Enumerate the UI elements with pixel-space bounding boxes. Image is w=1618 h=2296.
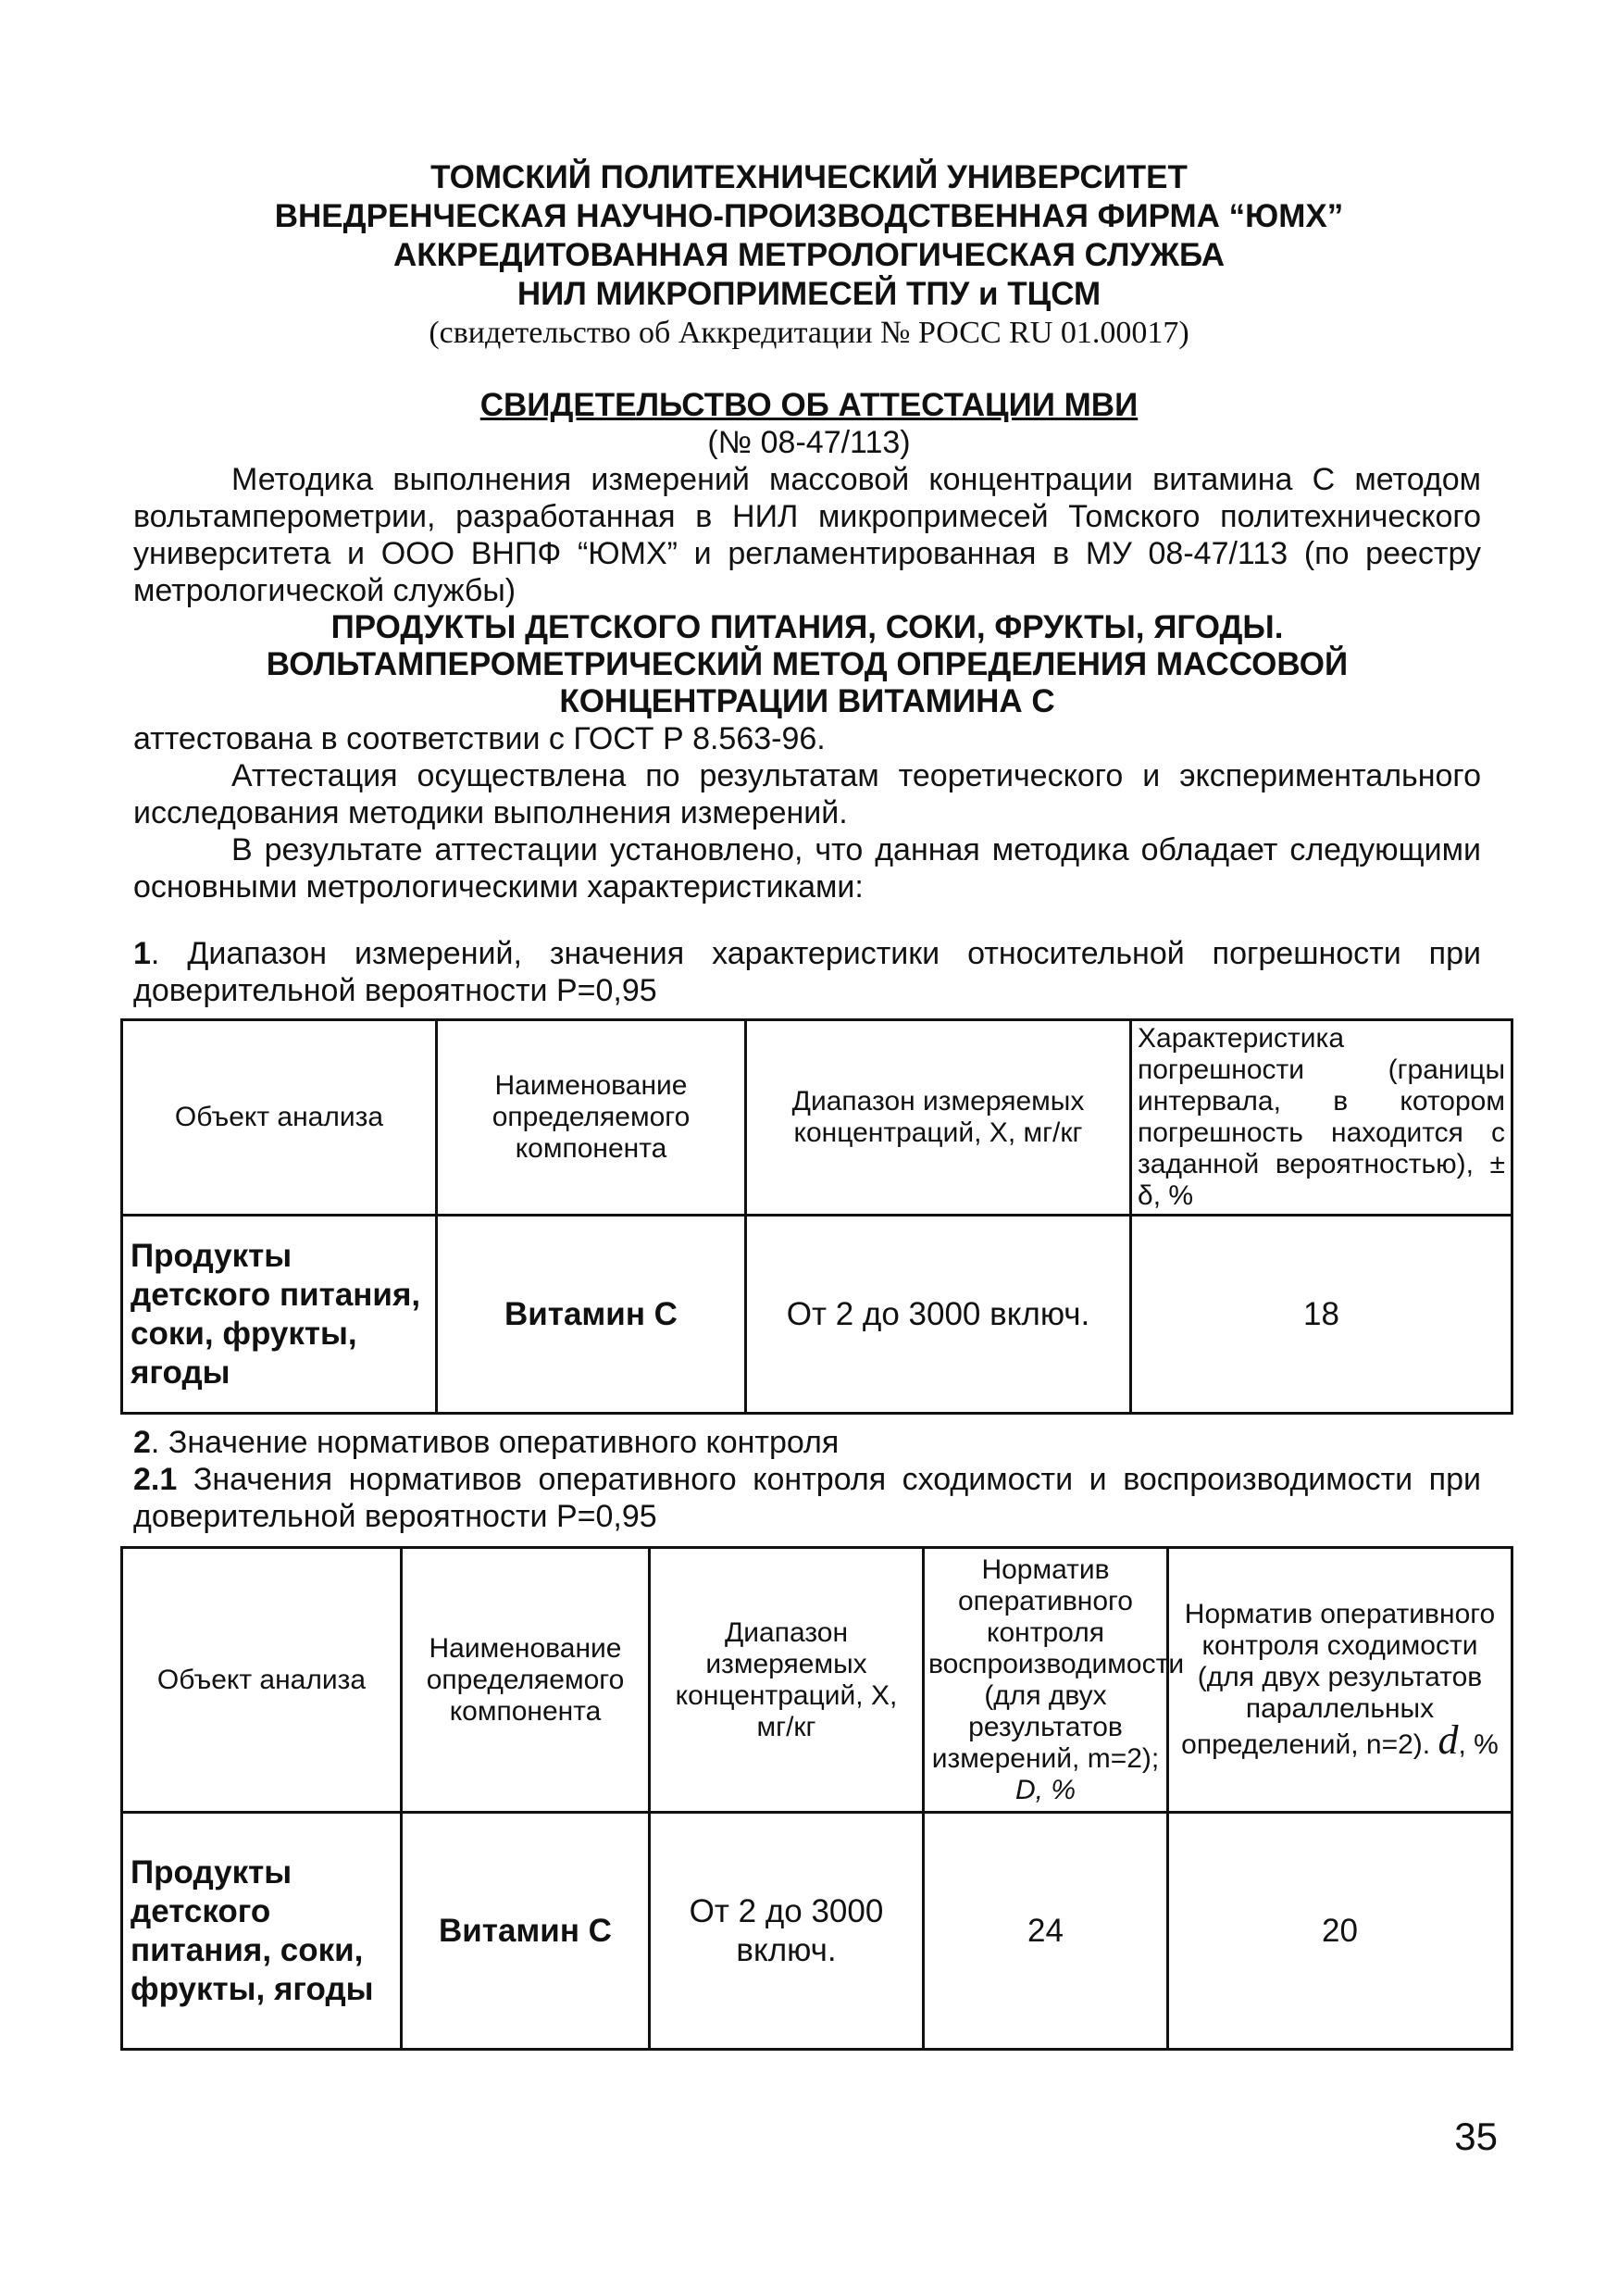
section-2-1-number: 2.1	[133, 1462, 178, 1497]
convergence-symbol: d	[1438, 1717, 1459, 1763]
table2-component: Витамин С	[402, 1813, 650, 2050]
attested-line: аттестована в соответствии с ГОСТ Р 8.563-96.	[133, 721, 826, 756]
org-firm: ВНЕДРЕНЧЕСКАЯ НАУЧНО-ПРОИЗВОДСТВЕННАЯ ФИРМА “ЮМХ”	[274, 198, 1344, 234]
table1-header-error: Характеристика погрешности (границы интервала, в котором погрешность находится с заданной вероятностью), ± δ, %	[1131, 1020, 1512, 1216]
table1-header-object: Объект анализа	[122, 1020, 437, 1216]
table2-header-row	[122, 1548, 1512, 1813]
table1-header-row	[122, 1020, 1512, 1216]
table1-error: 18	[1131, 1216, 1512, 1414]
org-lab: НИЛ МИКРОПРИМЕСЕЙ ТПУ и ТЦСМ	[517, 276, 1101, 312]
table2-header-convergence	[1168, 1548, 1512, 1813]
table2-reproducibility: 24	[924, 1813, 1168, 2050]
method-title-line3: КОНЦЕНТРАЦИИ ВИТАМИНА С	[559, 683, 1055, 719]
section-2-1-text: Значения нормативов оперативного контроля сходимости и воспроизводимости при доверительной вероятности Р=0,95	[133, 1462, 1481, 1534]
table1-range: От 2 до 3000 включ.	[746, 1216, 1131, 1414]
convergence-unit: , %	[1458, 1729, 1499, 1760]
page-number: 35	[1454, 2115, 1498, 2158]
convergence-text: Норматив оперативного контроля сходимости (для двух результатов параллельных определений, n=2).	[1181, 1599, 1496, 1760]
org-metrology-service: АККРЕДИТОВАННАЯ МЕТРОЛОГИЧЕСКАЯ СЛУЖБА	[392, 237, 1226, 273]
table2-header-range: Диапазон измеряемых концентраций, Х, мг/кг	[650, 1548, 924, 1813]
table1-header-range: Диапазон измеряемых концентраций, Х, мг/кг	[746, 1020, 1131, 1216]
method-title-line2: ВОЛЬТАМПЕРОМЕТРИЧЕСКИЙ МЕТОД ОПРЕДЕЛЕНИЯ МАССОВОЙ	[266, 646, 1349, 682]
section-2-1-heading	[133, 1461, 1481, 1535]
section-1-text: . Диапазон измерений, значения характеристики относительной погрешности при доверительной вероятности Р=0,95	[133, 936, 1481, 1008]
table2-header-component: Наименование определяемого компонента	[402, 1548, 650, 1813]
table2-range: От 2 до 3000 включ.	[650, 1813, 924, 2050]
certificate-number: (№ 08-47/113)	[707, 425, 911, 460]
reproducibility-symbol: D, %	[1014, 1774, 1076, 1805]
section-2-number: 2	[133, 1425, 151, 1460]
result-paragraph: В результате аттестации установлено, что данная методика обладает следующими основными метрологическими характеристиками:	[133, 832, 1481, 905]
table2-convergence: 20	[1168, 1813, 1512, 2050]
reproducibility-text: Норматив оперативного контроля воспроизводимости (для двух результатов измерений, m=2);	[928, 1554, 1185, 1774]
method-title-line1: ПРОДУКТЫ ДЕТСКОГО ПИТАНИЯ, СОКИ, ФРУКТЫ, ЯГОДЫ.	[330, 609, 1284, 645]
table-row	[122, 1216, 1512, 1414]
section-2-text: . Значение нормативов оперативного контроля	[150, 1425, 840, 1460]
table2-header-reproducibility	[924, 1548, 1185, 1813]
certificate-title: СВИДЕТЕЛЬСТВО ОБ АТТЕСТАЦИИ МВИ	[479, 387, 1139, 423]
table-control-norms	[120, 1546, 1513, 2051]
table1-header-component: Наименование определяемого компонента	[437, 1020, 746, 1216]
table1-component: Витамин С	[437, 1216, 746, 1414]
section-1-heading	[133, 935, 1481, 1009]
section-2-heading	[133, 1424, 1481, 1461]
table-measurement-range	[120, 1018, 1513, 1415]
intro-paragraph: Методика выполнения измерений массовой концентрации витамина С методом вольтамперометрии, разработанная в НИЛ микропримесей Томского политехнического университета и ООО ВНПФ “ЮМХ” и регламентированная в МУ 08-47/113 (по реестру метрологической службы)	[133, 462, 1481, 608]
table2-header-object: Объект анализа	[122, 1548, 402, 1813]
accreditation-note: (свидетельство об Аккредитации № РОСС RU 01.00017)	[429, 316, 1189, 350]
section-1-number: 1	[133, 936, 151, 971]
attestation-paragraph: Аттестация осуществлена по результатам теоретического и экспериментального исследования методики выполнения измерений.	[133, 758, 1481, 830]
table-row	[122, 1813, 1512, 2050]
table1-object: Продукты детского питания, соки, фрукты, ягоды	[122, 1216, 437, 1414]
table2-object: Продукты детского питания, соки, фрукты, ягоды	[122, 1813, 402, 2050]
org-university: ТОМСКИЙ ПОЛИТЕХНИЧЕСКИЙ УНИВЕРСИТЕТ	[430, 159, 1188, 195]
certificate-title-wrap	[0, 387, 1618, 424]
